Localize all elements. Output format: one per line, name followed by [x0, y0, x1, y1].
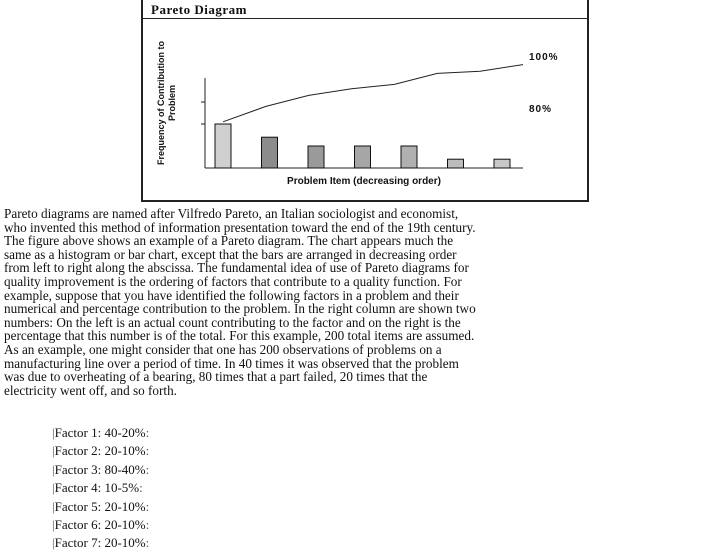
factor-value: 80-40% [104, 461, 146, 477]
paragraph-line: was due to overheating of a bearing, 80 times that a part failed, 20 times that the [4, 369, 428, 385]
factor-name: Factor 6: [54, 516, 102, 532]
paragraph-line: numerical and percentage contribution to the problem. In the right column are shown two [4, 301, 476, 317]
cumulative-line [223, 65, 523, 122]
paragraph-line: quality improvement is the ordering of factors that contribute to a quality function. For [4, 273, 462, 289]
bracket-left: | [52, 461, 55, 477]
bracket-right: : [145, 443, 150, 459]
factor-name: Factor 3: [54, 461, 102, 477]
figure-title: Pareto Diagram [151, 2, 247, 17]
factor-value: 20-10% [104, 443, 146, 459]
paragraph-line: from left to right along the abscissa. The fundamental idea of use of Pareto diagrams for [4, 260, 469, 276]
pct-100-label: 100% [529, 52, 559, 63]
bracket-right: : [145, 498, 150, 514]
body-paragraph [4, 207, 712, 397]
x-axis-label: Problem Item (decreasing order) [287, 176, 441, 187]
factor-name: Factor 1: [54, 425, 102, 440]
paragraph-line: electricity went off, and so forth. [4, 382, 177, 398]
factor-name: Factor 7: [54, 535, 102, 551]
bracket-right: : [145, 461, 150, 477]
factor-value: 10-5% [104, 480, 140, 496]
paragraph-line: percentage that this number is of the total. For this example, 200 total items are assumed. [4, 328, 475, 344]
bracket-left: | [52, 425, 55, 440]
bracket-right: : [145, 516, 150, 532]
bracket-right: : [145, 535, 150, 551]
factor-name: Factor 4: [54, 480, 102, 496]
factor-name: Factor 2: [54, 443, 102, 459]
paragraph-line: who invented this method of information presentation toward the end of the 19th century. [4, 219, 476, 235]
bar-2 [262, 137, 278, 168]
factor-row [52, 424, 149, 442]
factor-value: 20-10% [104, 516, 146, 532]
bar-5 [401, 146, 417, 168]
paragraph-line: example, suppose that you have identified the following factors in a problem and their [4, 287, 459, 303]
bar-3 [308, 146, 324, 168]
factor-name: Factor 5: [54, 498, 102, 514]
paragraph-line: The figure above shows an example of a Pareto diagram. The chart appears much the [4, 233, 454, 249]
factor-row [52, 442, 149, 460]
paragraph-line: As an example, one might consider that one has 200 observations of problems on a [4, 341, 442, 357]
bracket-left: | [52, 443, 55, 459]
bracket-left: | [52, 480, 55, 496]
factor-list [52, 424, 149, 553]
paragraph-line: same as a histogram or bar chart, except that the bars are arranged in decreasing order [4, 246, 457, 262]
y-axis-label: Frequency of Contribution to Problem [156, 41, 177, 165]
factor-row [52, 516, 149, 534]
bar-7 [494, 159, 510, 168]
factor-value: 40-20% [104, 425, 146, 440]
pct-80-label: 80% [529, 104, 553, 115]
bracket-right: : [145, 425, 150, 440]
factor-value: 20-10% [104, 535, 146, 551]
factor-row [52, 461, 149, 479]
paragraph-line: Pareto diagrams are named after Vilfredo Pareto, an Italian sociologist and economist, [4, 206, 459, 221]
paragraph-line: manufacturing line over a period of time. In 40 times it was observed that the problem [4, 355, 459, 371]
factor-row [52, 534, 149, 552]
paragraph-line: numbers: On the left is an actual count contributing to the factor and on the right is the [4, 314, 461, 330]
bracket-left: | [52, 498, 55, 514]
bar-4 [355, 146, 371, 168]
factor-value: 20-10% [104, 498, 146, 514]
pareto-figure [141, 0, 589, 202]
bar-1 [215, 124, 231, 168]
bracket-right: : [139, 480, 143, 496]
bar-6 [448, 159, 464, 168]
factor-row [52, 479, 149, 497]
bracket-left: | [52, 516, 55, 532]
bracket-left: | [52, 535, 55, 551]
pareto-chart [143, 0, 587, 200]
factor-row [52, 498, 149, 516]
